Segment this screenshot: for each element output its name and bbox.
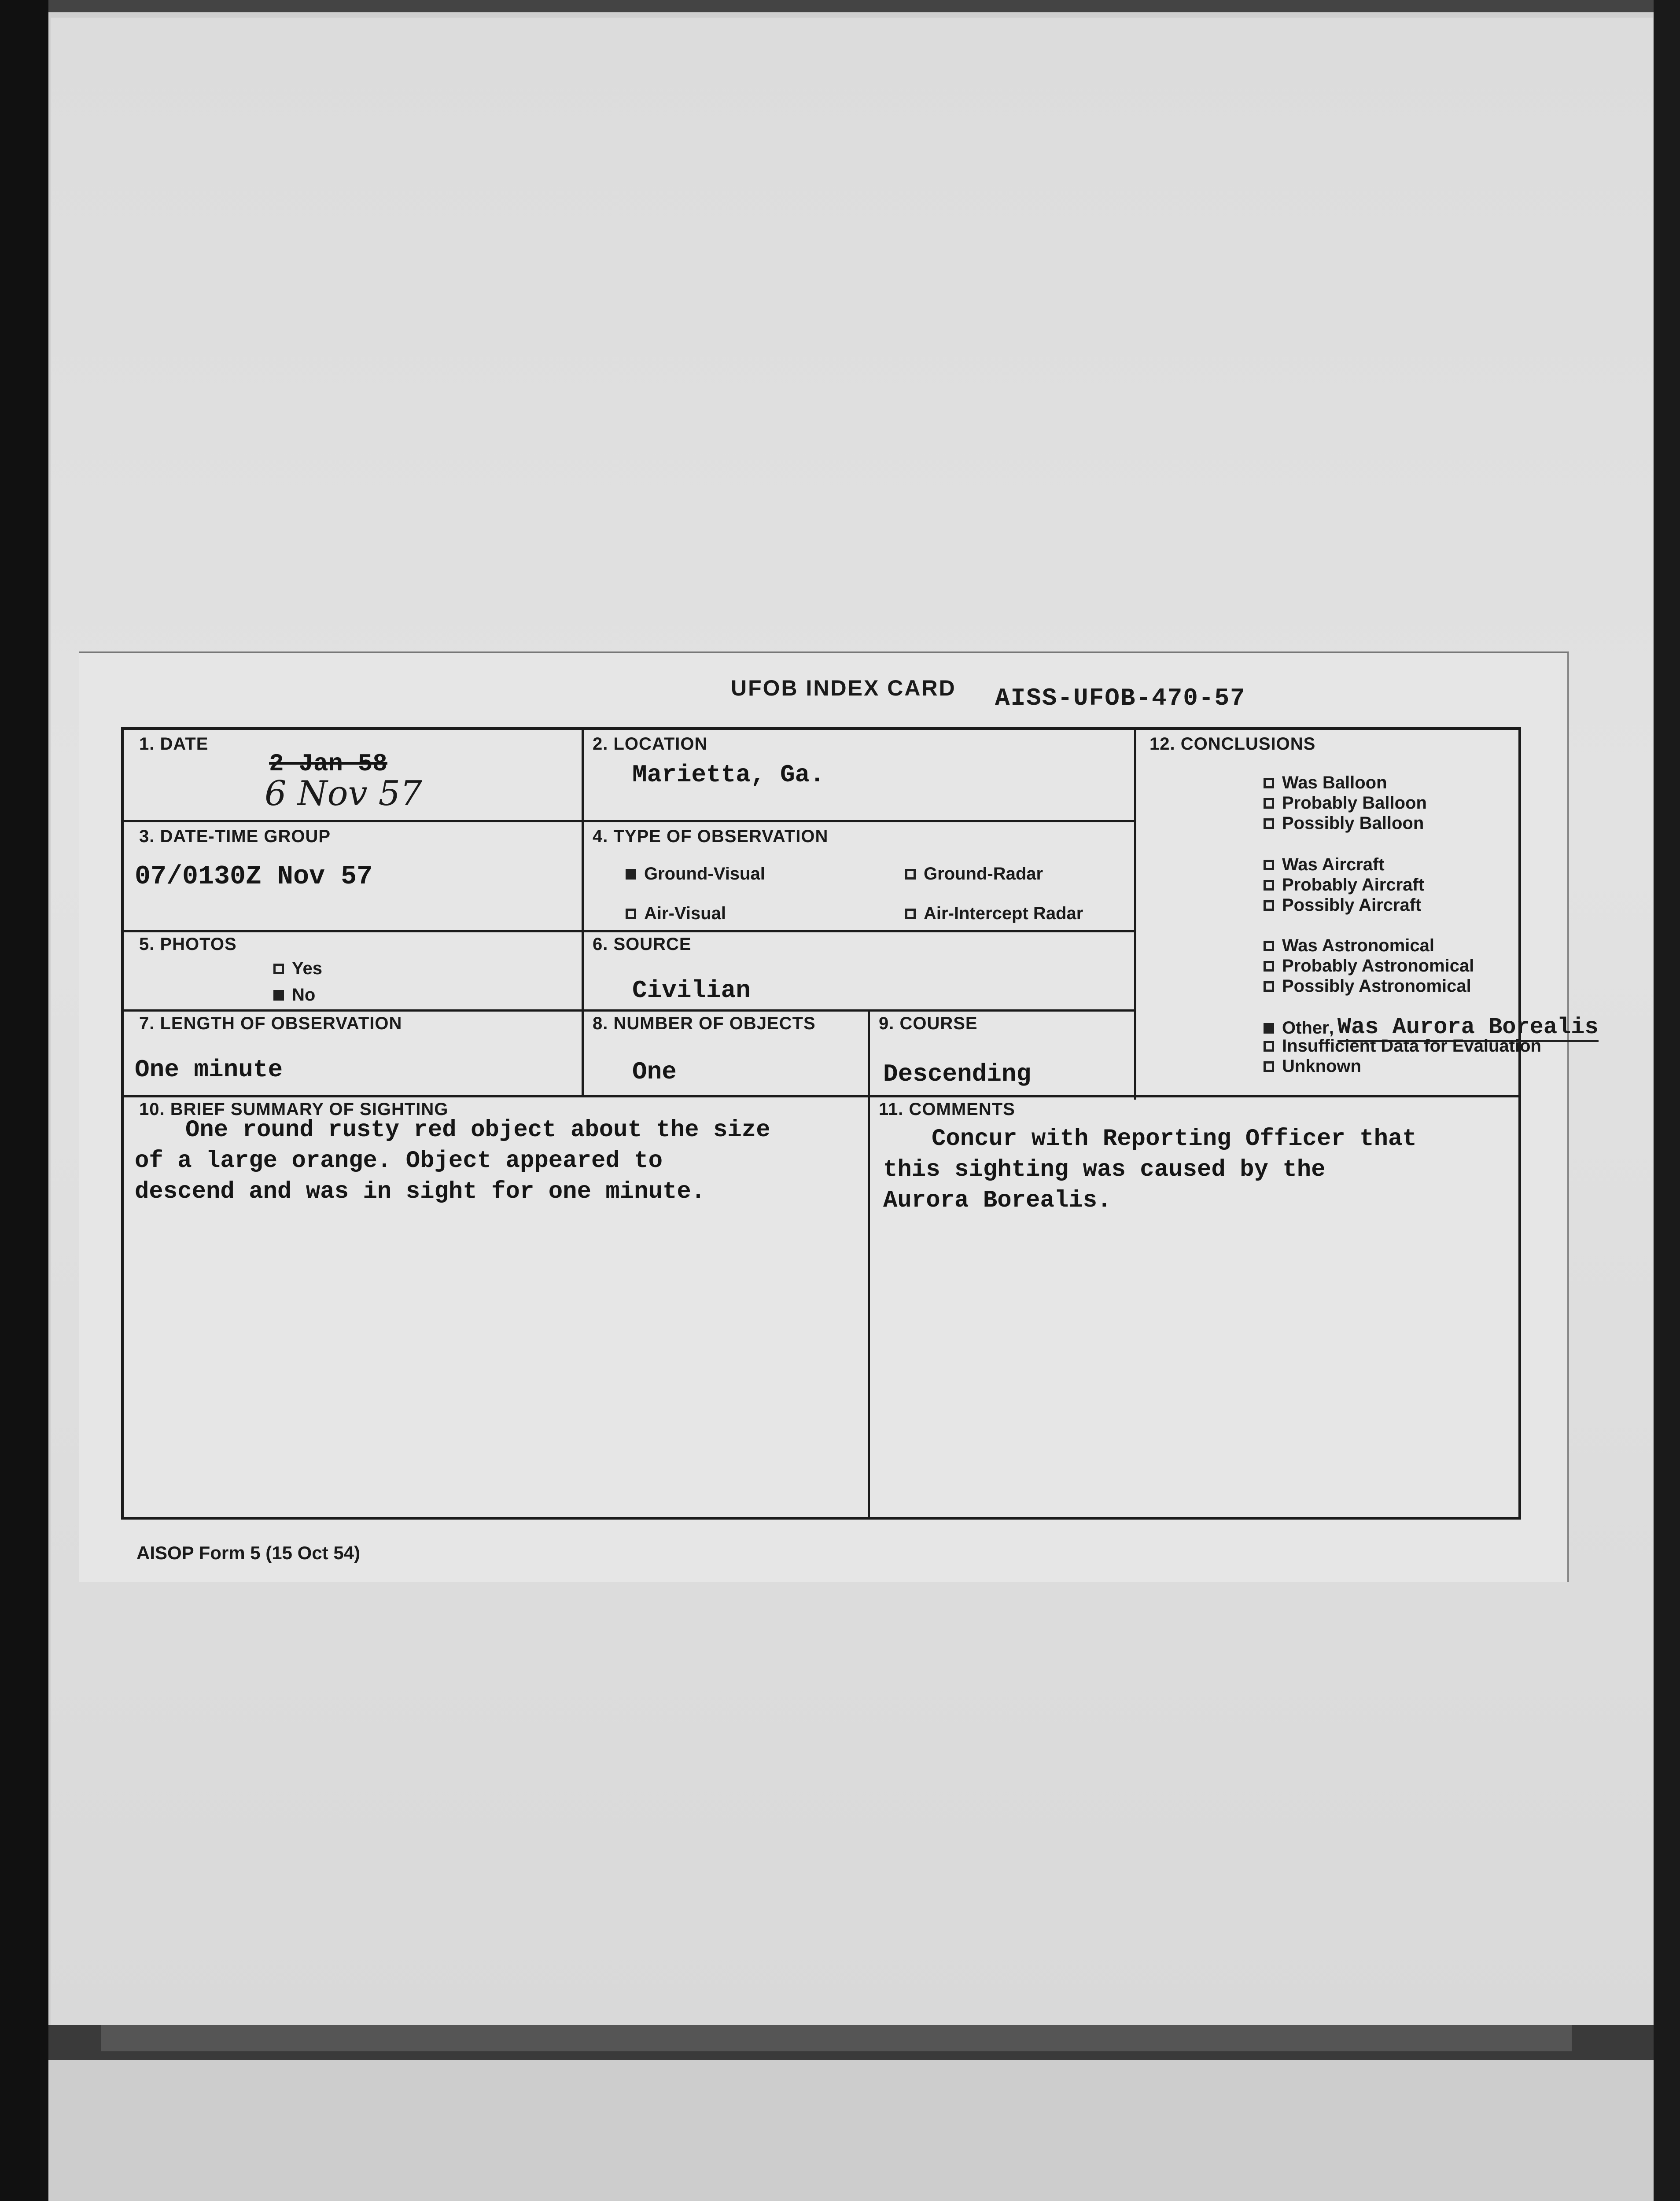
- dtg-label: 3. DATE-TIME GROUP: [139, 827, 331, 846]
- checkbox: [1264, 1041, 1274, 1052]
- checkbox-checked: [273, 990, 284, 1001]
- comments-text: Concur with Reporting Officer that this sighting was caused by the Aurora Borealis.: [883, 1126, 1417, 1214]
- ufob-index-card: [79, 651, 1599, 1582]
- film-edge-left: [0, 0, 48, 2201]
- card-title: UFOB INDEX CARD: [731, 676, 956, 700]
- conclusion-item: Was Astronomical: [1264, 936, 1434, 956]
- next-frame-area: [48, 2060, 1654, 2201]
- checkbox: [1264, 798, 1274, 809]
- checkbox-checked: [1264, 1023, 1274, 1034]
- divider: [1134, 730, 1136, 1100]
- observation-type-cell: [584, 822, 1134, 930]
- checkbox: [905, 909, 916, 919]
- film-edge-top: [48, 0, 1654, 12]
- card-number: AISS-UFOB-470-57: [995, 684, 1246, 712]
- conclusions-label: 12. CONCLUSIONS: [1149, 734, 1316, 754]
- checkbox-checked: [626, 869, 636, 880]
- summary-text: One round rusty red object about the size of a large orange. Object appeared to descend and was in sight for one minute.: [135, 1117, 770, 1205]
- conclusion-item: Probably Astronomical: [1264, 956, 1474, 976]
- checkbox: [273, 964, 284, 974]
- dtg-value: 07/0130Z Nov 57: [135, 862, 373, 892]
- checkbox: [1264, 981, 1274, 992]
- location-label: 2. LOCATION: [593, 734, 708, 754]
- checkbox: [1264, 900, 1274, 911]
- length-cell: [124, 1012, 582, 1095]
- option-ground-radar: Ground-Radar: [905, 864, 1043, 884]
- course-cell: [870, 1012, 1134, 1095]
- length-label: 7. LENGTH OF OBSERVATION: [139, 1014, 402, 1033]
- option-photos-yes: Yes: [273, 959, 322, 979]
- checkbox: [905, 869, 916, 880]
- photos-cell: [124, 932, 582, 1009]
- option-photos-no: No: [273, 985, 315, 1005]
- source-value: Civilian: [632, 976, 751, 1005]
- summary-label: 10. BRIEF SUMMARY OF SIGHTING: [139, 1100, 449, 1119]
- date-label: 1. DATE: [139, 734, 209, 754]
- date-cell: [124, 730, 582, 820]
- photos-label: 5. PHOTOS: [139, 935, 237, 954]
- form-footer: AISOP Form 5 (15 Oct 54): [136, 1542, 361, 1563]
- location-cell: [584, 730, 1134, 820]
- conclusion-other: Other , Was Aurora Borealis: [1264, 1014, 1599, 1042]
- checkbox: [1264, 961, 1274, 972]
- checkbox: [1264, 778, 1274, 788]
- date-struck-value: 2 Jan 58: [269, 750, 387, 778]
- conclusion-item: Possibly Aircraft: [1264, 895, 1421, 915]
- checkbox: [1264, 1061, 1274, 1072]
- location-value: Marietta, Ga.: [632, 761, 825, 789]
- conclusion-item: Was Balloon: [1264, 773, 1387, 793]
- summary-cell: [124, 1097, 868, 1520]
- checkbox: [1264, 818, 1274, 829]
- course-value: Descending: [883, 1060, 1032, 1088]
- option-air-intercept-radar: Air-Intercept Radar: [905, 904, 1083, 924]
- course-label: 9. COURSE: [879, 1014, 978, 1033]
- checkbox: [1264, 941, 1274, 951]
- source-label: 6. SOURCE: [593, 935, 692, 954]
- objects-label: 8. NUMBER OF OBJECTS: [593, 1014, 816, 1033]
- checkbox: [1264, 880, 1274, 891]
- conclusion-other-value: Was Aurora Borealis: [1337, 1014, 1599, 1042]
- card-shadow: [101, 2025, 1572, 2051]
- option-ground-visual: Ground-Visual: [626, 864, 765, 884]
- conclusion-item: Probably Aircraft: [1264, 875, 1424, 895]
- comments-label: 11. COMMENTS: [879, 1100, 1015, 1119]
- conclusion-item: Unknown: [1264, 1056, 1361, 1076]
- objects-cell: [584, 1012, 868, 1095]
- dtg-cell: [124, 822, 582, 930]
- observation-type-label: 4. TYPE OF OBSERVATION: [593, 827, 829, 846]
- option-air-visual: Air-Visual: [626, 904, 726, 924]
- checkbox: [626, 909, 636, 919]
- conclusion-item: Probably Balloon: [1264, 793, 1427, 813]
- film-edge-right: [1654, 0, 1680, 2201]
- conclusion-item: Was Aircraft: [1264, 855, 1385, 875]
- comments-cell: [870, 1097, 1519, 1520]
- source-cell: [584, 932, 1134, 1009]
- date-handwritten-value: 6 Nov 57: [265, 774, 422, 813]
- card-grid: [121, 727, 1521, 1520]
- length-value: One minute: [135, 1056, 283, 1084]
- objects-value: One: [632, 1058, 677, 1086]
- conclusion-item: Insufficient Data for Evaluation: [1264, 1036, 1541, 1056]
- checkbox: [1264, 860, 1274, 870]
- conclusion-item: Possibly Balloon: [1264, 813, 1424, 833]
- conclusion-item: Possibly Astronomical: [1264, 976, 1471, 996]
